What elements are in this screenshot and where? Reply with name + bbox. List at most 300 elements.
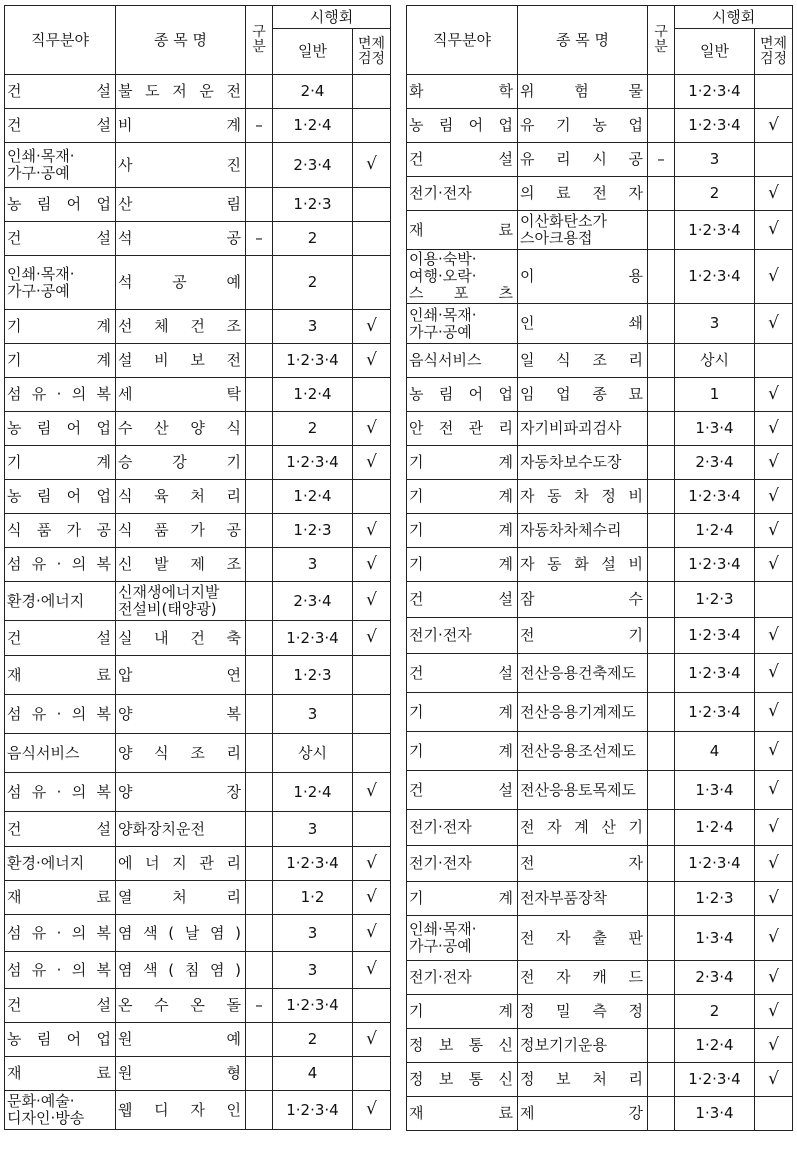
item-cell: 수 산 양 식 [116,412,246,446]
header-item: 종 목 명 [116,6,246,75]
general-round-cell: 1·2·3·4 [675,75,755,109]
exempt-check-cell: √ [755,446,793,480]
field-cell: 기 계 [5,310,116,344]
division-cell [648,582,675,618]
field-cell: 식 품 가 공 [5,514,116,548]
item-cell: 실 내 건 축 [116,621,246,656]
general-round-cell: 1·2 [273,881,353,915]
table-row [407,412,793,446]
item-cell: 이 용 [518,250,648,304]
division-cell: – [648,143,675,177]
table-row [407,846,793,882]
general-round-cell: 1·2·4 [273,773,353,812]
table-row [5,256,391,310]
field-cell: 섬 유 · 의 복 [5,952,116,989]
item-cell: 제 강 [518,1097,648,1131]
division-cell [246,734,273,773]
division-cell [246,656,273,695]
division-cell [246,773,273,812]
division-cell [648,961,675,995]
exempt-check-cell [353,378,391,412]
division-cell [648,846,675,882]
division-cell [648,344,675,378]
division-cell [648,446,675,480]
division-cell [246,480,273,514]
table-row [407,916,793,961]
exempt-check-cell: √ [353,773,391,812]
item-cell: 전산응용건축제도 [518,654,648,693]
exempt-check-cell: √ [755,177,793,211]
exempt-check-cell: √ [755,771,793,810]
field-cell: 기 계 [407,514,518,548]
table-row [407,882,793,916]
exempt-check-cell: √ [353,582,391,621]
general-round-cell: 2 [675,177,755,211]
item-cell: 전 자 출 판 [518,916,648,961]
general-round-cell: 1·2·3·4 [675,109,755,143]
field-cell: 안 전 관 리 [407,412,518,446]
exempt-check-cell: √ [353,621,391,656]
general-round-cell: 2·3·4 [675,961,755,995]
exempt-check-cell: √ [755,916,793,961]
item-cell: 자 동 화 설 비 [518,548,648,582]
header-exempt: 면제 검정 [353,29,391,75]
item-cell: 사 진 [116,143,246,188]
division-cell [246,548,273,582]
general-round-cell: 3 [273,310,353,344]
table-row [5,514,391,548]
header-exam-round: 시행회 [273,6,391,29]
general-round-cell: 1·2·4 [675,1029,755,1063]
field-cell: 전기·전자 [407,961,518,995]
field-cell: 재 료 [5,656,116,695]
header-general: 일반 [273,29,353,75]
exempt-check-cell [353,734,391,773]
field-cell: 기 계 [407,446,518,480]
item-cell: 잠 수 [518,582,648,618]
division-cell [246,1091,273,1130]
exempt-check-cell: √ [755,250,793,304]
exempt-check-cell: √ [755,810,793,846]
exempt-check-cell [353,656,391,695]
exempt-check-cell: √ [755,378,793,412]
item-cell: 전 기 [518,618,648,654]
table-row [407,1097,793,1131]
field-cell: 재 료 [407,211,518,250]
item-cell: 식 육 처 리 [116,480,246,514]
item-cell: 자기비파괴검사 [518,412,648,446]
general-round-cell: 2·3·4 [273,582,353,621]
general-round-cell: 1·2·4 [675,810,755,846]
field-cell: 섬 유 · 의 복 [5,695,116,734]
division-cell [246,75,273,109]
table-row [407,995,793,1029]
general-round-cell: 1·2·3·4 [675,548,755,582]
item-cell: 염 색 ( 침 염 ) [116,952,246,989]
table-row [5,446,391,480]
general-round-cell: 1·2·3·4 [273,344,353,378]
exempt-check-cell [353,109,391,143]
item-cell: 웹 디 자 인 [116,1091,246,1130]
table-row [5,480,391,514]
exempt-check-cell: √ [755,211,793,250]
table-row [5,1091,391,1130]
general-round-cell: 1·2·3·4 [273,446,353,480]
item-cell: 유 기 농 업 [518,109,648,143]
division-cell [246,695,273,734]
general-round-cell: 1·2·4 [273,378,353,412]
exempt-check-cell: √ [353,1091,391,1130]
exempt-check-cell: √ [353,143,391,188]
header-item: 종 목 명 [518,6,648,75]
header-field: 직무분야 [407,6,518,75]
exempt-check-cell: √ [755,618,793,654]
general-round-cell: 1·2·4 [675,514,755,548]
division-cell [246,378,273,412]
item-cell: 정 밀 측 정 [518,995,648,1029]
item-cell: 압 연 [116,656,246,695]
field-cell: 기 계 [407,882,518,916]
field-cell: 전기·전자 [407,177,518,211]
item-cell: 이산화탄소가 스아크용접 [518,211,648,250]
field-cell: 농 림 어 업 [407,109,518,143]
division-cell [648,1029,675,1063]
item-cell: 불 도 저 운 전 [116,75,246,109]
division-cell [648,732,675,771]
field-cell: 건 설 [407,143,518,177]
exempt-check-cell: √ [353,514,391,548]
table-row [5,310,391,344]
exempt-check-cell: √ [755,995,793,1029]
field-cell: 농 림 어 업 [407,378,518,412]
table-row [5,344,391,378]
table-row [407,732,793,771]
exempt-check-cell: √ [353,344,391,378]
item-cell: 설 비 보 전 [116,344,246,378]
item-cell: 석 공 [116,222,246,256]
field-cell: 정 보 통 신 [407,1029,518,1063]
table-row [407,1029,793,1063]
table-row [5,773,391,812]
field-cell: 건 설 [5,75,116,109]
general-round-cell: 1 [675,378,755,412]
general-round-cell: 2 [675,995,755,1029]
general-round-cell: 1·2·3·4 [273,621,353,656]
item-cell: 전 자 캐 드 [518,961,648,995]
general-round-cell: 1·3·4 [675,916,755,961]
field-cell: 농 림 어 업 [5,1023,116,1057]
field-cell: 섬 유 · 의 복 [5,378,116,412]
exempt-check-cell: √ [755,732,793,771]
general-round-cell: 1·2·3·4 [675,250,755,304]
field-cell: 건 설 [407,582,518,618]
item-cell: 자동차보수도장 [518,446,648,480]
item-cell: 전산응용기계제도 [518,693,648,732]
item-cell: 일 식 조 리 [518,344,648,378]
division-cell: – [246,222,273,256]
division-cell [648,109,675,143]
general-round-cell: 1·2·3·4 [675,618,755,654]
division-cell [246,621,273,656]
general-round-cell: 1·3·4 [675,412,755,446]
table-row [5,989,391,1023]
table-row [407,211,793,250]
field-cell: 이용·숙박· 여행·오락· 스 포 츠 [407,250,518,304]
item-cell: 승 강 기 [116,446,246,480]
exempt-check-cell [755,344,793,378]
table-row [407,344,793,378]
field-cell: 농 림 어 업 [5,480,116,514]
item-cell: 신재생에너지발 전설비(태양광) [116,582,246,621]
field-cell: 건 설 [5,989,116,1023]
item-cell: 인 쇄 [518,304,648,344]
exempt-check-cell: √ [353,881,391,915]
exempt-check-cell: √ [755,654,793,693]
exempt-check-cell: √ [755,514,793,548]
item-cell: 온 수 온 돌 [116,989,246,1023]
item-cell: 열 처 리 [116,881,246,915]
division-cell: – [246,989,273,1023]
field-cell: 기 계 [407,480,518,514]
exempt-check-cell: √ [755,548,793,582]
table-row [5,412,391,446]
division-cell [246,812,273,847]
general-round-cell: 3 [273,812,353,847]
item-cell: 양 복 [116,695,246,734]
division-cell [648,693,675,732]
division-cell [246,446,273,480]
general-round-cell: 2·3·4 [675,446,755,480]
field-cell: 재 료 [5,881,116,915]
item-cell: 원 예 [116,1023,246,1057]
field-cell: 기 계 [5,446,116,480]
general-round-cell: 1·2·3·4 [675,211,755,250]
table-row [5,621,391,656]
table-row [407,75,793,109]
exempt-check-cell [755,582,793,618]
header-exam-round: 시행회 [675,6,793,29]
general-round-cell: 3 [675,143,755,177]
table-row [407,1063,793,1097]
table-row [407,143,793,177]
general-round-cell: 4 [273,1057,353,1091]
table-row [5,734,391,773]
table-row [407,378,793,412]
division-cell [246,847,273,881]
division-cell [246,915,273,952]
exempt-check-cell: √ [353,548,391,582]
item-cell: 염 색 ( 날 염 ) [116,915,246,952]
item-cell: 정 보 처 리 [518,1063,648,1097]
division-cell [648,995,675,1029]
division-cell [648,412,675,446]
table-row [5,582,391,621]
exempt-check-cell [353,75,391,109]
general-round-cell: 1·2·3·4 [675,480,755,514]
item-cell: 전산응용토목제도 [518,771,648,810]
table-row [5,915,391,952]
division-cell [246,1057,273,1091]
table-row [407,810,793,846]
general-round-cell: 2 [273,1023,353,1057]
field-cell: 정 보 통 신 [407,1063,518,1097]
table-row [5,812,391,847]
field-cell: 섬 유 · 의 복 [5,915,116,952]
header-division: 구 분 [648,6,675,75]
field-cell: 건 설 [5,621,116,656]
division-cell [246,514,273,548]
exempt-check-cell: √ [755,480,793,514]
item-cell: 양화장치운전 [116,812,246,847]
division-cell [648,211,675,250]
field-cell: 건 설 [407,771,518,810]
table-row [407,771,793,810]
item-cell: 산 림 [116,188,246,222]
header-field: 직무분야 [5,6,116,75]
item-cell: 석 공 예 [116,256,246,310]
general-round-cell: 1·2·3·4 [273,847,353,881]
field-cell: 환경·에너지 [5,582,116,621]
item-cell: 위 험 물 [518,75,648,109]
exempt-check-cell: √ [755,693,793,732]
field-cell: 재 료 [407,1097,518,1131]
table-row [407,250,793,304]
field-cell: 환경·에너지 [5,847,116,881]
exempt-check-cell [353,480,391,514]
field-cell: 건 설 [5,222,116,256]
field-cell: 전기·전자 [407,846,518,882]
division-cell [648,618,675,654]
field-cell: 건 설 [5,109,116,143]
field-cell: 인쇄·목재· 가구·공예 [5,143,116,188]
division-cell [246,952,273,989]
exempt-check-cell [353,222,391,256]
table-row [407,961,793,995]
table-row [5,1057,391,1091]
exempt-check-cell: √ [353,446,391,480]
division-cell [246,188,273,222]
general-round-cell: 1·2·3 [675,582,755,618]
division-cell [246,582,273,621]
field-cell: 인쇄·목재· 가구·공예 [407,916,518,961]
exempt-check-cell: √ [755,846,793,882]
item-cell: 전산응용조선제도 [518,732,648,771]
general-round-cell: 1·2·3 [273,514,353,548]
field-cell: 기 계 [5,344,116,378]
table-row [5,222,391,256]
division-cell [246,1023,273,1057]
field-cell: 기 계 [407,995,518,1029]
item-cell: 전 자 계 산 기 [518,810,648,846]
exempt-check-cell [353,989,391,1023]
exempt-check-cell: √ [755,961,793,995]
general-round-cell: 2 [273,222,353,256]
item-cell: 유 리 시 공 [518,143,648,177]
table-row [5,656,391,695]
division-cell [648,177,675,211]
general-round-cell: 1·2·3 [273,656,353,695]
general-round-cell: 1·2·3·4 [675,654,755,693]
table-row [5,952,391,989]
field-cell: 농 림 어 업 [5,412,116,446]
table-row [407,109,793,143]
item-cell: 임 업 종 묘 [518,378,648,412]
exempt-check-cell: √ [353,915,391,952]
exempt-check-cell: √ [353,847,391,881]
field-cell: 음식서비스 [407,344,518,378]
division-cell [648,771,675,810]
general-round-cell: 1·2·3·4 [675,846,755,882]
table-row [5,378,391,412]
item-cell: 자동차차체수리 [518,514,648,548]
field-cell: 재 료 [5,1057,116,1091]
field-cell: 기 계 [407,732,518,771]
table-row [407,618,793,654]
exam-table-left [4,5,391,1130]
exempt-check-cell: √ [353,952,391,989]
table-row [407,693,793,732]
division-cell [648,916,675,961]
table-row [5,75,391,109]
general-round-cell: 1·2·4 [273,109,353,143]
item-cell: 정보기기운용 [518,1029,648,1063]
table-row [5,188,391,222]
table-row [5,109,391,143]
general-round-cell: 1·2·3·4 [273,1091,353,1130]
exempt-check-cell: √ [353,310,391,344]
item-cell: 양 식 조 리 [116,734,246,773]
exempt-check-cell: √ [755,1063,793,1097]
exempt-check-cell [755,75,793,109]
exempt-check-cell [755,1097,793,1131]
field-cell: 기 계 [407,693,518,732]
division-cell [648,1097,675,1131]
general-round-cell: 1·2·3 [675,882,755,916]
general-round-cell: 1·3·4 [675,771,755,810]
exempt-check-cell [353,812,391,847]
general-round-cell: 3 [273,915,353,952]
division-cell [648,810,675,846]
division-cell [648,1063,675,1097]
exempt-check-cell [353,256,391,310]
field-cell: 인쇄·목재· 가구·공예 [5,256,116,310]
exempt-check-cell: √ [755,1029,793,1063]
field-cell: 음식서비스 [5,734,116,773]
exempt-check-cell: √ [755,109,793,143]
exempt-check-cell [755,143,793,177]
general-round-cell: 1·2·3·4 [273,989,353,1023]
exempt-check-cell: √ [353,412,391,446]
field-cell: 전기·전자 [407,618,518,654]
division-cell [246,881,273,915]
item-cell: 비 계 [116,109,246,143]
division-cell: – [246,109,273,143]
division-cell [246,256,273,310]
table-row [407,582,793,618]
table-row [5,548,391,582]
item-cell: 전 자 [518,846,648,882]
field-cell: 건 설 [5,812,116,847]
table-row [5,847,391,881]
table-row [5,695,391,734]
general-round-cell: 4 [675,732,755,771]
general-round-cell: 3 [675,304,755,344]
general-round-cell: 1·3·4 [675,1097,755,1131]
item-cell: 원 형 [116,1057,246,1091]
division-cell [246,344,273,378]
field-cell: 농 림 어 업 [5,188,116,222]
item-cell: 자 동 차 정 비 [518,480,648,514]
